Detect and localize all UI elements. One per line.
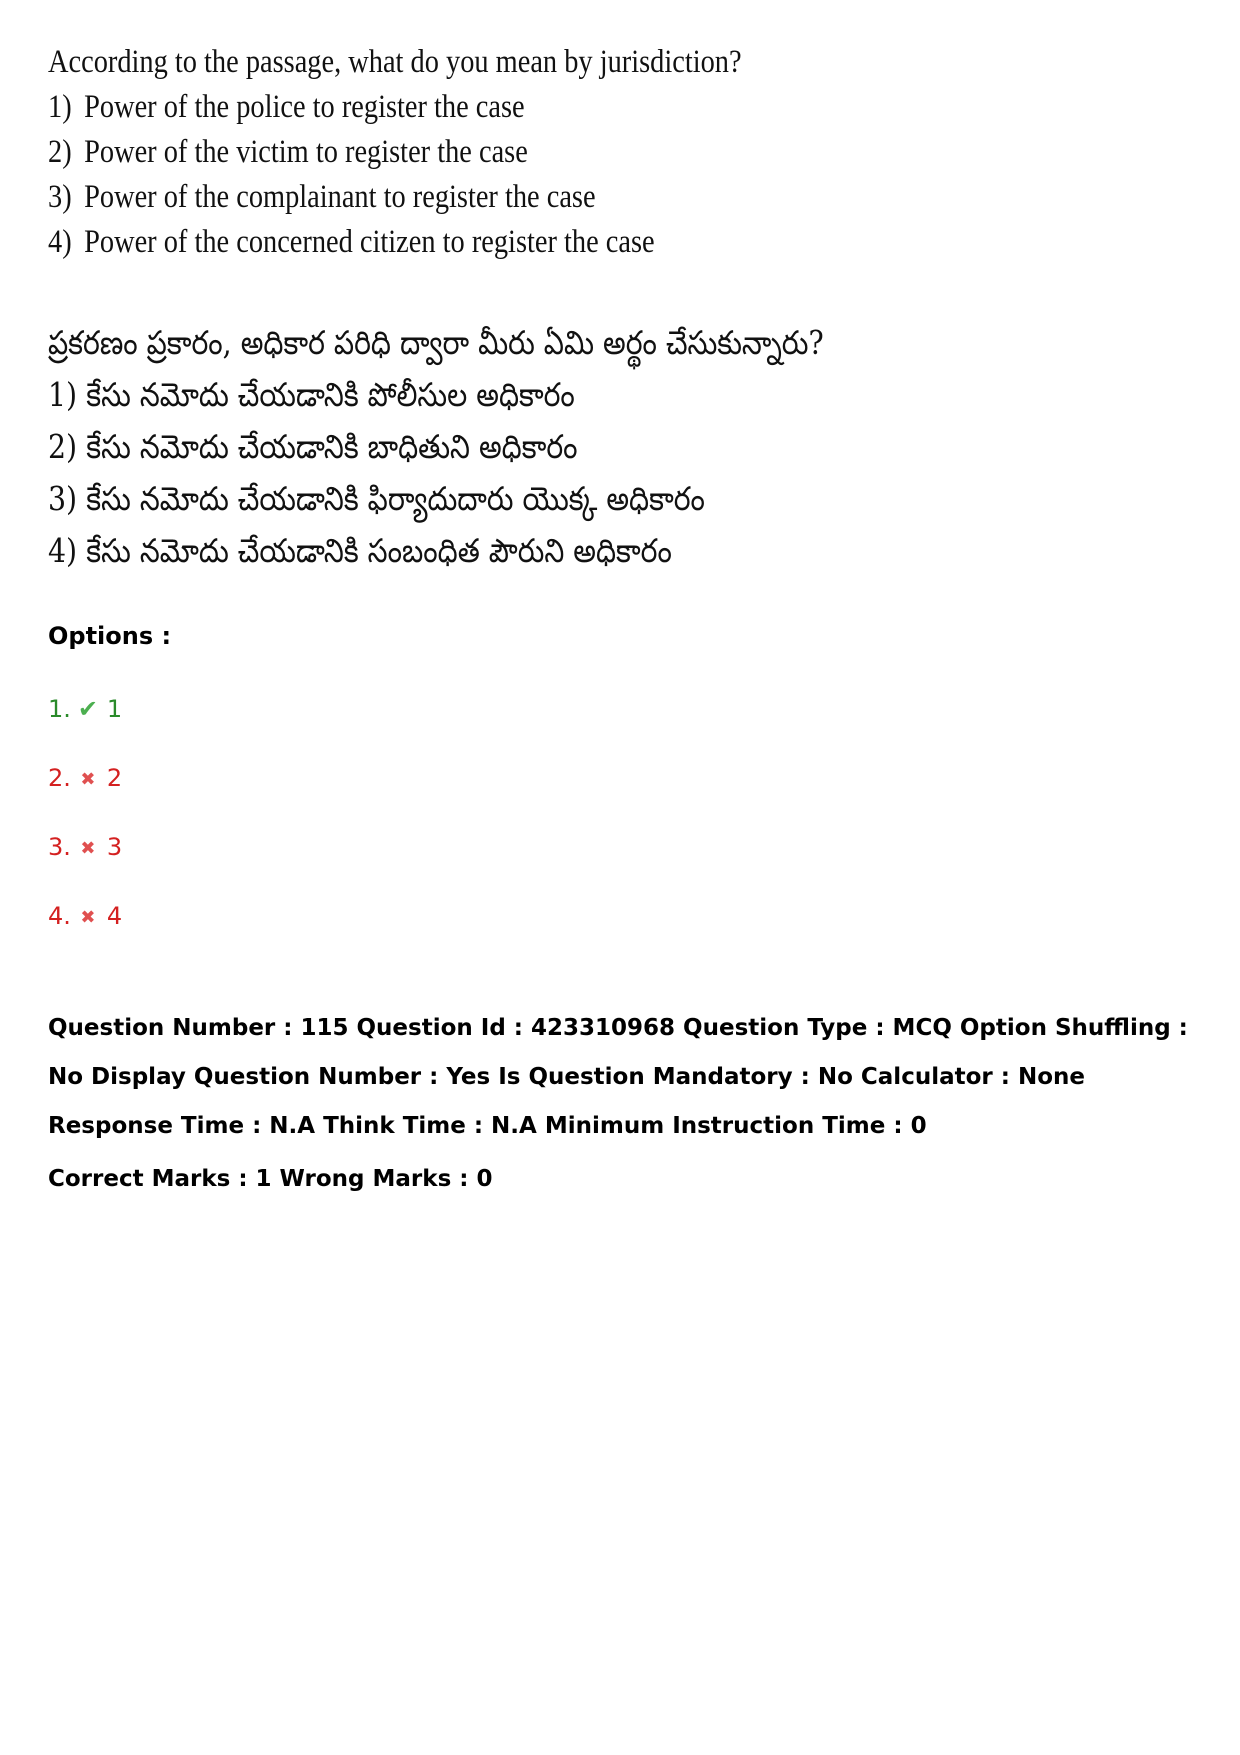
option-value: 1 [106, 695, 123, 723]
option-number: 1) [48, 375, 78, 414]
option-number: 2) [48, 134, 72, 170]
option-text: Power of the police to register the case [84, 89, 525, 125]
option-value: 3 [106, 833, 123, 861]
option-1 [48, 693, 122, 762]
options-label: Options : [48, 622, 172, 650]
question-english-option-1 [48, 85, 822, 130]
option-3 [48, 831, 122, 900]
option-text: కేసు నమోదు చేయడానికి పోలీసుల అధికారం [86, 375, 575, 414]
check-icon: ✔ [77, 695, 98, 723]
option-text: Power of the concerned citizen to register the case [84, 224, 655, 260]
option-index: 1. [48, 695, 71, 723]
option-text: కేసు నమోదు చేయడానికి సంబంధిత పౌరుని అధికారం [86, 531, 672, 570]
option-index: 2. [48, 764, 71, 792]
question-english-option-4 [48, 220, 822, 265]
option-text: Power of the complainant to register the case [84, 179, 596, 215]
option-value: 4 [106, 902, 123, 930]
marks-info: Correct Marks : 1 Wrong Marks : 0 [48, 1166, 493, 1192]
question-english-option-2 [48, 130, 822, 175]
question-telugu-option-2 [48, 421, 822, 473]
option-2 [48, 762, 122, 831]
option-text: కేసు నమోదు చేయడానికి బాధితుని అధికారం [86, 427, 578, 466]
option-number: 3) [48, 179, 72, 215]
option-index: 4. [48, 902, 71, 930]
option-number: 4) [48, 224, 72, 260]
question-telugu-option-4 [48, 525, 822, 577]
question-english-option-3 [48, 175, 822, 220]
option-number: 3) [48, 479, 78, 518]
question-telugu-option-1 [48, 369, 822, 421]
option-number: 2) [48, 427, 78, 466]
option-text: Power of the victim to register the case [84, 134, 528, 170]
cross-icon: ✖ [80, 838, 96, 859]
question-metadata: Question Number : 115 Question Id : 423310968 Question Type : MCQ Option Shuffling : No Display Question Number : Yes Is Question Mandatory : No Calculator : None Response Time : N.A Think Time : N.A Minimum Instruction Time : 0 [48, 1015, 1188, 1139]
cross-icon: ✖ [80, 769, 96, 790]
spacer [48, 265, 948, 317]
option-index: 3. [48, 833, 71, 861]
question-telugu: ప్రకరణం ప్రకారం, అధికార పరిధి ద్వారా మీరు ఏమి అర్థం చేసుకున్నారు? [48, 323, 824, 362]
option-text: కేసు నమోదు చేయడానికి ఫిర్యాదుదారు యొక్క అధికారం [86, 479, 705, 518]
question-telugu-option-3 [48, 473, 822, 525]
option-number: 4) [48, 531, 78, 570]
option-4 [48, 900, 122, 969]
option-list [48, 693, 122, 969]
question-english: According to the passage, what do you mean by jurisdiction? [48, 44, 742, 80]
option-number: 1) [48, 89, 72, 125]
question-image [48, 40, 948, 577]
option-value: 2 [106, 764, 123, 792]
cross-icon: ✖ [80, 907, 96, 928]
